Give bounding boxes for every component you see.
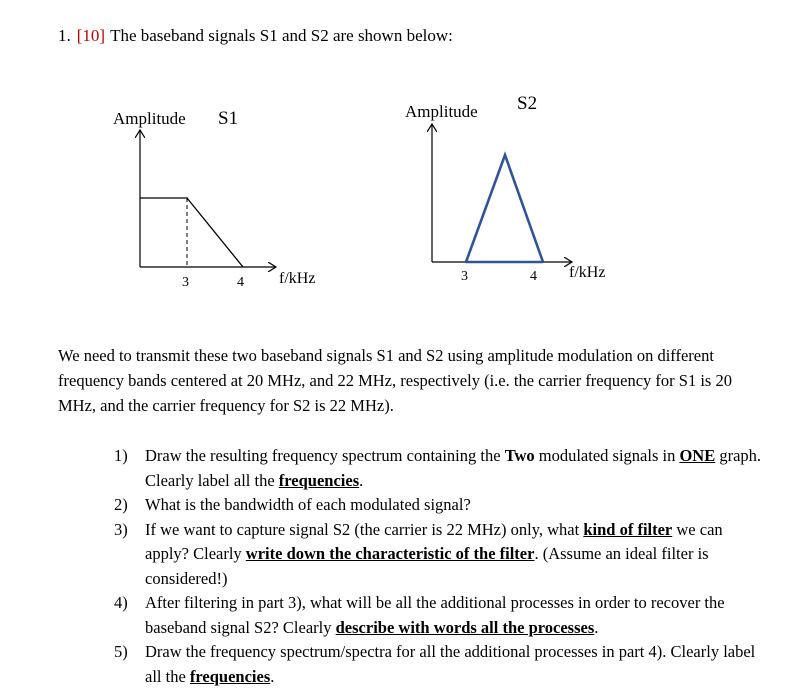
s1-tick-4: 4 <box>237 275 244 290</box>
s1-ylabel: Amplitude <box>113 109 186 128</box>
signal-figures <box>0 0 804 330</box>
item-number: 4) <box>114 593 128 612</box>
item-emphasis: ONE <box>679 446 716 465</box>
item-emphasis: describe with words all the processes <box>335 617 595 637</box>
item-text: . <box>359 470 364 490</box>
list-item <box>114 444 764 493</box>
s1-spectrum-shape <box>140 198 243 267</box>
s1-xlabel: f/kHz <box>279 270 316 287</box>
list-item <box>114 640 764 689</box>
item-text: . (Assume an ideal filter is considered!) <box>145 544 709 588</box>
item-emphasis: kind of filter <box>583 519 673 539</box>
list-item <box>114 591 764 640</box>
item-text: we can apply? Clearly <box>145 519 723 563</box>
item-number: 1) <box>114 446 128 465</box>
item-text: . <box>594 617 599 637</box>
s2-title: S2 <box>517 93 538 114</box>
list-item <box>114 518 764 592</box>
s1-tick-3: 3 <box>182 275 189 290</box>
item-text: If we want to capture signal S2 (the carrier is 22 MHz) only, what <box>145 519 584 539</box>
item-number: 3) <box>114 519 128 539</box>
s1-title: S1 <box>218 108 239 129</box>
item-emphasis: frequencies <box>278 470 360 490</box>
item-emphasis: frequencies <box>189 666 271 686</box>
question-text: The baseband signals S1 and S2 are shown below: <box>110 26 453 45</box>
problem-paragraph: We need to transmit these two baseband signals S1 and S2 using amplitude modulation on different frequency bands centered at 20 MHz, and 22 MHz, respectively (i.e. the carrier frequency for S1 is 20 MHz, and the carrier frequency for S2 is 22 MHz). <box>58 346 732 415</box>
s2-xlabel: f/kHz <box>569 264 606 281</box>
item-bold-text: Two <box>504 446 535 465</box>
item-text: . <box>270 666 275 686</box>
s2-tick-3: 3 <box>461 269 468 284</box>
s2-graph <box>405 93 605 284</box>
item-text: graph. Clearly label all the <box>145 446 762 490</box>
s2-tick-4: 4 <box>530 269 537 284</box>
item-number: 2) <box>114 495 128 514</box>
s2-spectrum-shape <box>466 155 543 262</box>
item-number: 5) <box>114 642 128 661</box>
item-text: Draw the resulting frequency spectrum containing the <box>145 446 505 465</box>
item-text: Draw the frequency spectrum/spectra for all the additional processes in part 4). Clearly label all the <box>145 642 756 686</box>
sub-question-list <box>114 444 764 689</box>
list-item <box>114 493 764 518</box>
item-text: modulated signals in <box>534 446 680 465</box>
item-text: After filtering in part 3), what will be all the additional processes in order to recover the baseband signal S2? Clearly <box>145 593 725 637</box>
question-points: [10] <box>76 26 106 45</box>
question-number: 1. <box>58 26 71 45</box>
s2-ylabel: Amplitude <box>405 102 478 121</box>
item-emphasis: write down the characteristic of the filter <box>245 544 535 563</box>
item-text: What is the bandwidth of each modulated signal? <box>145 495 471 514</box>
s1-graph <box>113 108 315 290</box>
